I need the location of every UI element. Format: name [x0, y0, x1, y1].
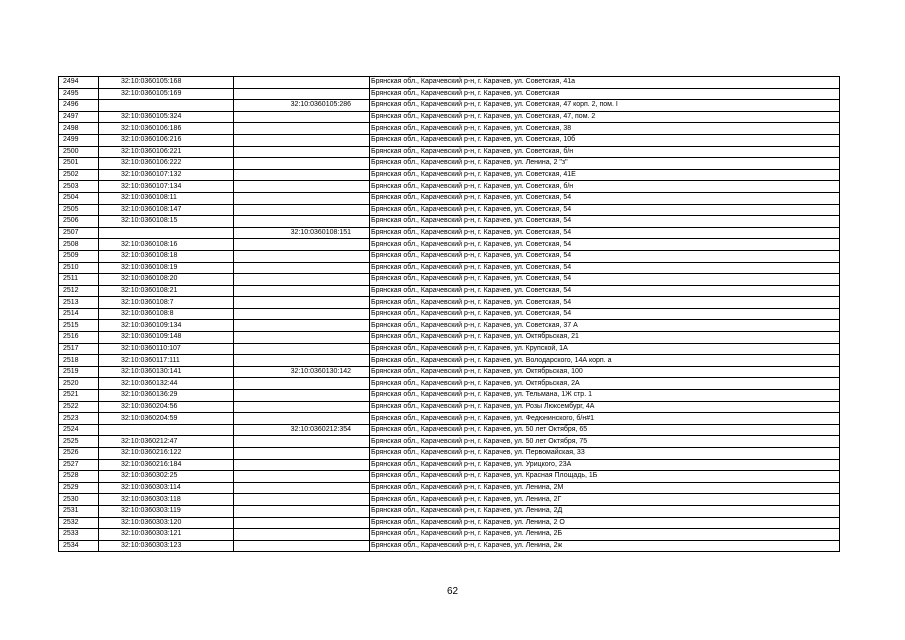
- secondary-cadastral-number-cell: [234, 308, 370, 320]
- row-number-cell: 2524: [59, 424, 99, 436]
- page-number: 62: [446, 586, 459, 597]
- secondary-cadastral-number-cell: [234, 181, 370, 193]
- address-cell: Брянская обл., Карачевский р-н, г. Карачев, ул. Ленина, 2 "з": [370, 158, 840, 170]
- address-cell: Брянская обл., Карачевский р-н, г. Карачев, ул. Советская, 47 корп. 2, пом. I: [370, 100, 840, 112]
- secondary-cadastral-number-cell: [234, 262, 370, 274]
- table-row: [59, 401, 840, 413]
- table-row: [59, 297, 840, 309]
- table-row: [59, 146, 840, 158]
- cadastral-number-cell: 32:10:0360105:324: [99, 111, 234, 123]
- row-number-cell: 2534: [59, 540, 99, 552]
- cadastral-number-cell: 32:10:0360216:122: [99, 448, 234, 460]
- address-cell: Брянская обл., Карачевский р-н, г. Карачев, ул. Советская, 47, пом. 2: [370, 111, 840, 123]
- table-row: [59, 378, 840, 390]
- row-number-cell: 2496: [59, 100, 99, 112]
- table-row: [59, 274, 840, 286]
- row-number-cell: 2518: [59, 355, 99, 367]
- address-cell: Брянская обл., Карачевский р-н, г. Карачев, ул. Урицкого, 23А: [370, 459, 840, 471]
- row-number-cell: 2530: [59, 494, 99, 506]
- cadastral-number-cell: 32:10:0360108:147: [99, 204, 234, 216]
- table-row: [59, 192, 840, 204]
- row-number-cell: 2494: [59, 77, 99, 89]
- table-row: [59, 459, 840, 471]
- table-row: [59, 471, 840, 483]
- secondary-cadastral-number-cell: [234, 111, 370, 123]
- row-number-cell: 2532: [59, 517, 99, 529]
- row-number-cell: 2507: [59, 227, 99, 239]
- secondary-cadastral-number-cell: [234, 239, 370, 251]
- row-number-cell: 2516: [59, 332, 99, 344]
- row-number-cell: 2514: [59, 308, 99, 320]
- secondary-cadastral-number-cell: 32:10:0360108:151: [234, 227, 370, 239]
- cadastral-number-cell: 32:10:0360106:186: [99, 123, 234, 135]
- secondary-cadastral-number-cell: [234, 332, 370, 344]
- cadastral-number-cell: 32:10:0360130:141: [99, 366, 234, 378]
- cadastral-number-cell: 32:10:0360109:134: [99, 320, 234, 332]
- address-cell: Брянская обл., Карачевский р-н, г. Карачев, ул. Федюнинского, б/н#1: [370, 413, 840, 425]
- secondary-cadastral-number-cell: [234, 146, 370, 158]
- secondary-cadastral-number-cell: [234, 297, 370, 309]
- cadastral-number-cell: 32:10:0360108:21: [99, 285, 234, 297]
- secondary-cadastral-number-cell: [234, 529, 370, 541]
- cadastral-number-cell: 32:10:0360302:25: [99, 471, 234, 483]
- address-cell: Брянская обл., Карачевский р-н, г. Карачев, ул. 50 лет Октября, 75: [370, 436, 840, 448]
- address-cell: Брянская обл., Карачевский р-н, г. Карачев, ул. Крупской, 1А: [370, 343, 840, 355]
- cadastral-number-cell: [99, 227, 234, 239]
- address-cell: Брянская обл., Карачевский р-н, г. Карачев, ул. Советская, 54: [370, 204, 840, 216]
- cadastral-number-cell: 32:10:0360303:120: [99, 517, 234, 529]
- cadastral-number-cell: 32:10:0360216:184: [99, 459, 234, 471]
- cadastral-number-cell: 32:10:0360108:16: [99, 239, 234, 251]
- row-number-cell: 2527: [59, 459, 99, 471]
- address-cell: Брянская обл., Карачевский р-н, г. Карачев, ул. Октябрьская, 2А: [370, 378, 840, 390]
- secondary-cadastral-number-cell: 32:10:0360105:286: [234, 100, 370, 112]
- address-cell: Брянская обл., Карачевский р-н, г. Карачев, ул. Розы Люксембург, 4А: [370, 401, 840, 413]
- table-row: [59, 204, 840, 216]
- cadastral-number-cell: 32:10:0360109:148: [99, 332, 234, 344]
- table-row: [59, 436, 840, 448]
- cadastral-number-cell: 32:10:0360105:168: [99, 77, 234, 89]
- row-number-cell: 2523: [59, 413, 99, 425]
- table-row: [59, 517, 840, 529]
- row-number-cell: 2519: [59, 366, 99, 378]
- table-row: [59, 355, 840, 367]
- cadastral-number-cell: 32:10:0360303:123: [99, 540, 234, 552]
- address-cell: Брянская обл., Карачевский р-н, г. Карачев, ул. Советская, 38: [370, 123, 840, 135]
- table-row: [59, 169, 840, 181]
- table-row: [59, 77, 840, 89]
- secondary-cadastral-number-cell: [234, 482, 370, 494]
- address-cell: Брянская обл., Карачевский р-н, г. Карачев, ул. Ленина, 2 О: [370, 517, 840, 529]
- cadastral-number-cell: 32:10:0360107:132: [99, 169, 234, 181]
- secondary-cadastral-number-cell: 32:10:0360212:354: [234, 424, 370, 436]
- cadastral-number-cell: 32:10:0360106:216: [99, 134, 234, 146]
- cadastral-number-cell: 32:10:0360117:111: [99, 355, 234, 367]
- address-cell: Брянская обл., Карачевский р-н, г. Карачев, ул. Советская, 54: [370, 262, 840, 274]
- address-cell: Брянская обл., Карачевский р-н, г. Карачев, ул. Ленина, 2Д: [370, 505, 840, 517]
- row-number-cell: 2508: [59, 239, 99, 251]
- secondary-cadastral-number-cell: [234, 540, 370, 552]
- secondary-cadastral-number-cell: [234, 192, 370, 204]
- table-row: [59, 88, 840, 100]
- address-cell: Брянская обл., Карачевский р-н, г. Карачев, ул. Советская, 41Е: [370, 169, 840, 181]
- table-row: [59, 505, 840, 517]
- row-number-cell: 2499: [59, 134, 99, 146]
- cadastral-number-cell: 32:10:0360108:11: [99, 192, 234, 204]
- row-number-cell: 2502: [59, 169, 99, 181]
- cadastral-number-cell: 32:10:0360108:15: [99, 216, 234, 228]
- row-number-cell: 2521: [59, 390, 99, 402]
- cadastral-number-cell: 32:10:0360303:119: [99, 505, 234, 517]
- address-cell: Брянская обл., Карачевский р-н, г. Карачев, ул. Советская, 54: [370, 250, 840, 262]
- secondary-cadastral-number-cell: [234, 204, 370, 216]
- row-number-cell: 2497: [59, 111, 99, 123]
- address-cell: Брянская обл., Карачевский р-н, г. Карачев, ул. Советская, б/н: [370, 146, 840, 158]
- row-number-cell: 2506: [59, 216, 99, 228]
- table-row: [59, 540, 840, 552]
- table-row: [59, 343, 840, 355]
- row-number-cell: 2511: [59, 274, 99, 286]
- secondary-cadastral-number-cell: [234, 401, 370, 413]
- cadastral-number-cell: 32:10:0360303:121: [99, 529, 234, 541]
- row-number-cell: 2515: [59, 320, 99, 332]
- table-row: [59, 424, 840, 436]
- secondary-cadastral-number-cell: [234, 471, 370, 483]
- table-row: [59, 390, 840, 402]
- secondary-cadastral-number-cell: 32:10:0360130:142: [234, 366, 370, 378]
- cadastral-number-cell: 32:10:0360105:169: [99, 88, 234, 100]
- secondary-cadastral-number-cell: [234, 320, 370, 332]
- cadastral-number-cell: 32:10:0360110:107: [99, 343, 234, 355]
- address-cell: Брянская обл., Карачевский р-н, г. Карачев, ул. Советская, 54: [370, 297, 840, 309]
- row-number-cell: 2500: [59, 146, 99, 158]
- cadastral-number-cell: 32:10:0360132:44: [99, 378, 234, 390]
- row-number-cell: 2495: [59, 88, 99, 100]
- cadastral-number-cell: 32:10:0360108:7: [99, 297, 234, 309]
- row-number-cell: 2520: [59, 378, 99, 390]
- address-cell: Брянская обл., Карачевский р-н, г. Карачев, ул. Тельмана, 1Ж стр. 1: [370, 390, 840, 402]
- row-number-cell: 2504: [59, 192, 99, 204]
- table-row: [59, 158, 840, 170]
- row-number-cell: 2517: [59, 343, 99, 355]
- cadastral-number-cell: [99, 100, 234, 112]
- address-cell: Брянская обл., Карачевский р-н, г. Карачев, ул. Ленина, 2Г: [370, 494, 840, 506]
- secondary-cadastral-number-cell: [234, 250, 370, 262]
- table-row: [59, 216, 840, 228]
- row-number-cell: 2531: [59, 505, 99, 517]
- row-number-cell: 2513: [59, 297, 99, 309]
- row-number-cell: 2529: [59, 482, 99, 494]
- row-number-cell: 2528: [59, 471, 99, 483]
- secondary-cadastral-number-cell: [234, 494, 370, 506]
- cadastral-number-cell: 32:10:0360108:19: [99, 262, 234, 274]
- table-row: [59, 448, 840, 460]
- row-number-cell: 2509: [59, 250, 99, 262]
- row-number-cell: 2533: [59, 529, 99, 541]
- row-number-cell: 2503: [59, 181, 99, 193]
- cadastral-number-cell: 32:10:0360303:118: [99, 494, 234, 506]
- address-cell: Брянская обл., Карачевский р-н, г. Карачев, ул. Первомайская, 33: [370, 448, 840, 460]
- address-cell: Брянская обл., Карачевский р-н, г. Карачев, ул. Советская, 54: [370, 308, 840, 320]
- address-cell: Брянская обл., Карачевский р-н, г. Карачев, ул. Ленина, 2Б: [370, 529, 840, 541]
- table-row: [59, 529, 840, 541]
- table-row: [59, 134, 840, 146]
- table-row: [59, 100, 840, 112]
- secondary-cadastral-number-cell: [234, 274, 370, 286]
- table-row: [59, 366, 840, 378]
- secondary-cadastral-number-cell: [234, 505, 370, 517]
- secondary-cadastral-number-cell: [234, 355, 370, 367]
- secondary-cadastral-number-cell: [234, 390, 370, 402]
- address-cell: Брянская обл., Карачевский р-н, г. Карачев, ул. Советская: [370, 88, 840, 100]
- table-row: [59, 123, 840, 135]
- address-cell: Брянская обл., Карачевский р-н, г. Карачев, ул. Советская, б/н: [370, 181, 840, 193]
- address-cell: Брянская обл., Карачевский р-н, г. Карачев, ул. 50 лет Октября, 65: [370, 424, 840, 436]
- address-cell: Брянская обл., Карачевский р-н, г. Карачев, ул. Ленина, 2М: [370, 482, 840, 494]
- secondary-cadastral-number-cell: [234, 459, 370, 471]
- cadastral-number-cell: [99, 424, 234, 436]
- address-cell: Брянская обл., Карачевский р-н, г. Карачев, ул. Советская, 41а: [370, 77, 840, 89]
- row-number-cell: 2512: [59, 285, 99, 297]
- property-table: [58, 76, 840, 552]
- table-body: [59, 77, 840, 552]
- address-cell: Брянская обл., Карачевский р-н, г. Карачев, ул. Советская, 54: [370, 274, 840, 286]
- row-number-cell: 2510: [59, 262, 99, 274]
- secondary-cadastral-number-cell: [234, 517, 370, 529]
- secondary-cadastral-number-cell: [234, 436, 370, 448]
- address-cell: Брянская обл., Карачевский р-н, г. Карачев, ул. Советская, 10б: [370, 134, 840, 146]
- secondary-cadastral-number-cell: [234, 413, 370, 425]
- table-row: [59, 250, 840, 262]
- secondary-cadastral-number-cell: [234, 343, 370, 355]
- row-number-cell: 2501: [59, 158, 99, 170]
- row-number-cell: 2498: [59, 123, 99, 135]
- cadastral-number-cell: 32:10:0360108:18: [99, 250, 234, 262]
- row-number-cell: 2522: [59, 401, 99, 413]
- cadastral-number-cell: 32:10:0360204:59: [99, 413, 234, 425]
- table-row: [59, 332, 840, 344]
- address-cell: Брянская обл., Карачевский р-н, г. Карачев, ул. Володарского, 14А корп. а: [370, 355, 840, 367]
- cadastral-number-cell: 32:10:0360212:47: [99, 436, 234, 448]
- address-cell: Брянская обл., Карачевский р-н, г. Карачев, ул. Советская, 54: [370, 285, 840, 297]
- secondary-cadastral-number-cell: [234, 77, 370, 89]
- cadastral-number-cell: 32:10:0360106:221: [99, 146, 234, 158]
- address-cell: Брянская обл., Карачевский р-н, г. Карачев, ул. Советская, 54: [370, 239, 840, 251]
- cadastral-number-cell: 32:10:0360106:222: [99, 158, 234, 170]
- address-cell: Брянская обл., Карачевский р-н, г. Карачев, ул. Советская, 37 А: [370, 320, 840, 332]
- table-row: [59, 320, 840, 332]
- secondary-cadastral-number-cell: [234, 134, 370, 146]
- address-cell: Брянская обл., Карачевский р-н, г. Карачев, ул. Октябрьская, 100: [370, 366, 840, 378]
- table-row: [59, 239, 840, 251]
- table-row: [59, 413, 840, 425]
- secondary-cadastral-number-cell: [234, 285, 370, 297]
- address-cell: Брянская обл., Карачевский р-н, г. Карачев, ул. Красная Площадь, 1Б: [370, 471, 840, 483]
- cadastral-number-cell: 32:10:0360108:8: [99, 308, 234, 320]
- cadastral-number-cell: 32:10:0360303:114: [99, 482, 234, 494]
- secondary-cadastral-number-cell: [234, 158, 370, 170]
- address-cell: Брянская обл., Карачевский р-н, г. Карачев, ул. Советская, 54: [370, 192, 840, 204]
- address-cell: Брянская обл., Карачевский р-н, г. Карачев, ул. Октябрьская, 21: [370, 332, 840, 344]
- secondary-cadastral-number-cell: [234, 169, 370, 181]
- address-cell: Брянская обл., Карачевский р-н, г. Карачев, ул. Ленина, 2ж: [370, 540, 840, 552]
- secondary-cadastral-number-cell: [234, 378, 370, 390]
- cadastral-number-cell: 32:10:0360108:20: [99, 274, 234, 286]
- address-cell: Брянская обл., Карачевский р-н, г. Карачев, ул. Советская, 54: [370, 227, 840, 239]
- table-row: [59, 227, 840, 239]
- secondary-cadastral-number-cell: [234, 88, 370, 100]
- table-row: [59, 285, 840, 297]
- row-number-cell: 2526: [59, 448, 99, 460]
- table-row: [59, 494, 840, 506]
- secondary-cadastral-number-cell: [234, 216, 370, 228]
- secondary-cadastral-number-cell: [234, 448, 370, 460]
- row-number-cell: 2505: [59, 204, 99, 216]
- row-number-cell: 2525: [59, 436, 99, 448]
- table-row: [59, 111, 840, 123]
- cadastral-number-cell: 32:10:0360107:134: [99, 181, 234, 193]
- table-row: [59, 181, 840, 193]
- cadastral-number-cell: 32:10:0360204:56: [99, 401, 234, 413]
- table-row: [59, 262, 840, 274]
- cadastral-number-cell: 32:10:0360136:29: [99, 390, 234, 402]
- table-row: [59, 308, 840, 320]
- secondary-cadastral-number-cell: [234, 123, 370, 135]
- address-cell: Брянская обл., Карачевский р-н, г. Карачев, ул. Советская, 54: [370, 216, 840, 228]
- table-row: [59, 482, 840, 494]
